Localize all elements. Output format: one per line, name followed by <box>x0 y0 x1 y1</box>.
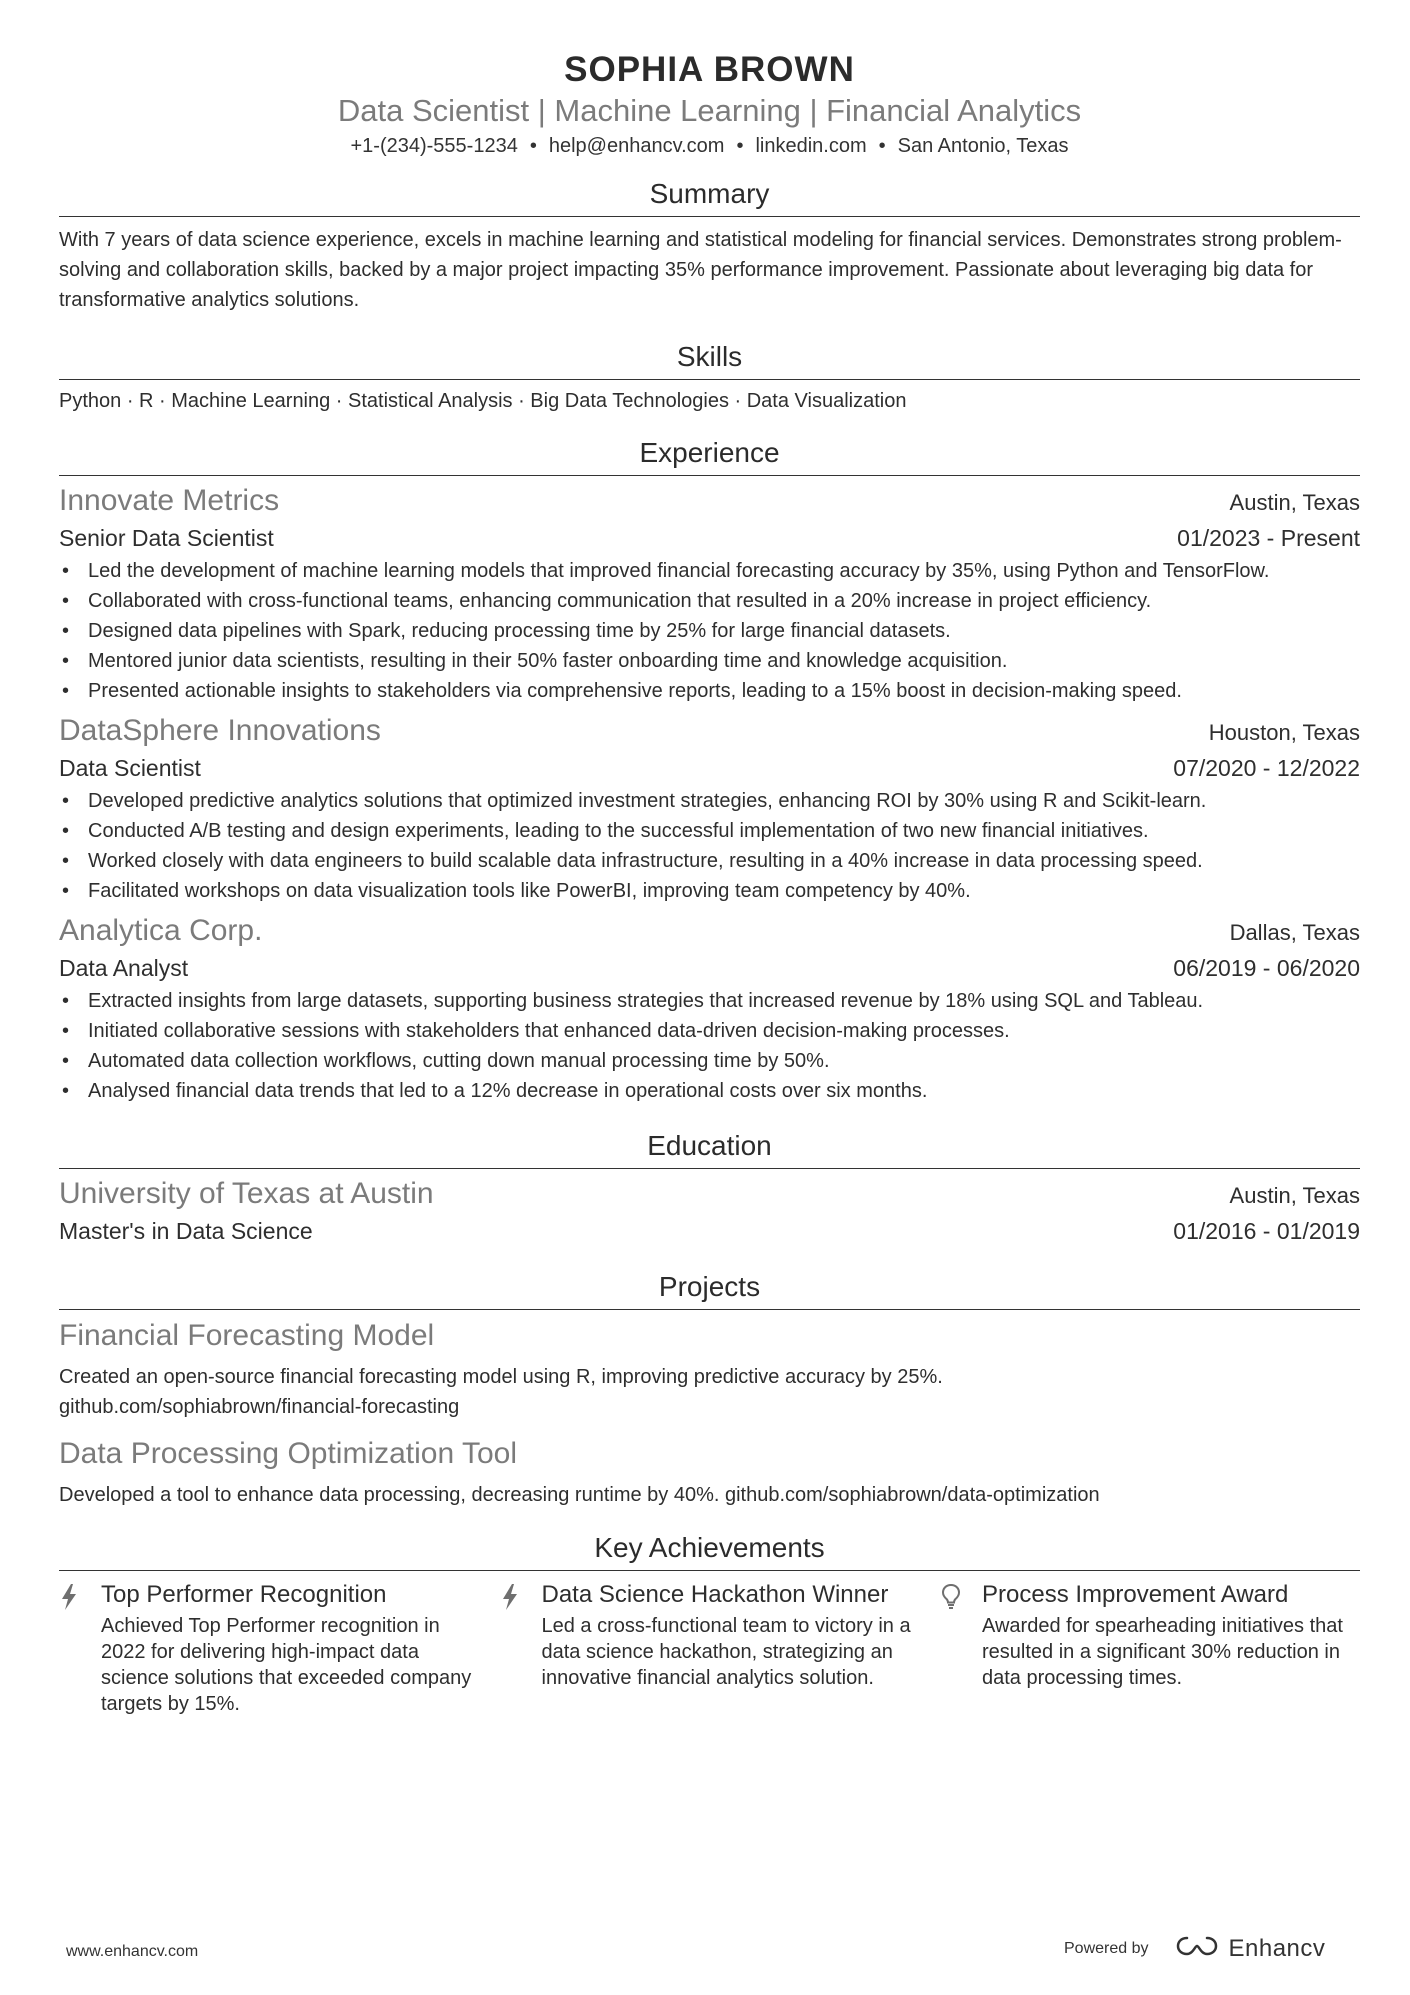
separator-dot: • <box>736 135 744 157</box>
achievements-grid <box>59 1579 1360 1717</box>
job-entry <box>59 482 1360 706</box>
achievement-description: Achieved Top Performer recognition in 2022 for delivering high-impact data science solutions that exceeded company targets by 15%. <box>101 1615 472 1715</box>
candidate-title: Data Scientist | Machine Learning | Financial Analytics <box>337 93 1082 128</box>
list-item: • Analysed financial data trends that led to a 12% decrease in operational costs over six months. <box>59 1076 1360 1106</box>
job-bullets <box>59 786 1360 906</box>
list-item: • Worked closely with data engineers to build scalable data infrastructure, resulting in a 40% increase in data processing speed. <box>59 846 1360 876</box>
company-name: Innovate Metrics <box>59 484 280 517</box>
skills-heading: Skills <box>59 339 1360 380</box>
achievement-item <box>940 1579 1360 1717</box>
education-entry <box>59 1175 1360 1249</box>
project-title: Financial Forecasting Model <box>59 1319 435 1352</box>
list-item: • Collaborated with cross-functional teams, enhancing communication that resulted in a 20% increase in project efficiency. <box>59 586 1360 616</box>
achievement-title: Data Science Hackathon Winner <box>541 1581 889 1608</box>
phone[interactable]: +1-(234)-555-1234 <box>350 135 518 157</box>
project-entry <box>59 1316 1360 1422</box>
list-item: • Led the development of machine learning models that improved financial forecasting accuracy by 35%, using Python and TensorFlow. <box>59 556 1360 586</box>
brand-name: Enhancv <box>1228 1934 1326 1962</box>
separator-dot: • <box>529 135 537 157</box>
list-item: • Designed data pipelines with Spark, reducing processing time by 25% for large financial datasets. <box>59 616 1360 646</box>
job-dates: 07/2020 - 12/2022 <box>1173 755 1360 781</box>
project-description: Developed a tool to enhance data processing, decreasing runtime by 40%. github.com/sophiabrown/data-optimization <box>59 1484 1100 1506</box>
job-role: Data Scientist <box>59 755 201 781</box>
list-item: • Facilitated workshops on data visualization tools like PowerBI, improving team competency by 40%. <box>59 876 1360 906</box>
summary-heading: Summary <box>59 176 1360 217</box>
location: San Antonio, Texas <box>897 135 1069 157</box>
resume-content <box>59 48 1360 1717</box>
job-dates: 06/2019 - 06/2020 <box>1173 955 1360 981</box>
footer-website[interactable]: www.enhancv.com <box>66 1943 199 1960</box>
lightbulb-icon <box>940 1579 982 1717</box>
email[interactable]: help@enhancv.com <box>548 135 725 157</box>
education-dates: 01/2016 - 01/2019 <box>1173 1218 1360 1244</box>
project-title: Data Processing Optimization Tool <box>59 1437 517 1470</box>
list-item: • Conducted A/B testing and design experiments, leading to the successful implementation of two new financial initiatives. <box>59 816 1360 846</box>
achievement-item <box>500 1579 920 1717</box>
job-role: Senior Data Scientist <box>59 525 274 551</box>
degree: Master's in Data Science <box>59 1218 313 1244</box>
summary-text: With 7 years of data science experience, excels in machine learning and statistical modeling for financial services. Demonstrates strong problem-solving and collaboration skills, backed by a major project impacting 35% performance improvement. Passionate about leveraging big data for transformative analytics solutions. <box>59 229 1342 311</box>
footer-branding <box>1064 1934 1325 1963</box>
job-location: Austin, Texas <box>1229 490 1360 515</box>
lightning-icon <box>59 1579 101 1717</box>
school-location: Austin, Texas <box>1229 1183 1360 1208</box>
company-name: Analytica Corp. <box>59 914 263 947</box>
achievements-heading: Key Achievements <box>59 1530 1360 1571</box>
achievement-description: Led a cross-functional team to victory in a data science hackathon, strategizing an innovative financial analytics solution. <box>541 1615 911 1689</box>
project-description: Created an open-source financial forecasting model using R, improving predictive accuracy by 25%. github.com/sophiabrown/financial-forecasting <box>59 1366 943 1418</box>
job-location: Dallas, Texas <box>1229 920 1360 945</box>
list-item: • Mentored junior data scientists, resulting in their 50% faster onboarding time and knowledge acquisition. <box>59 646 1360 676</box>
separator-dot: • <box>878 135 886 157</box>
skills-list: Python · R · Machine Learning · Statistical Analysis · Big Data Technologies · Data Visualization <box>59 390 907 412</box>
candidate-name: SOPHIA BROWN <box>564 50 855 89</box>
contact-line <box>59 132 1360 160</box>
powered-by-label: Powered by <box>1064 1939 1149 1957</box>
lightning-icon <box>500 1579 542 1717</box>
achievement-item <box>59 1579 479 1717</box>
job-dates: 01/2023 - Present <box>1177 525 1360 551</box>
experience-heading: Experience <box>59 435 1360 476</box>
list-item: • Automated data collection workflows, cutting down manual processing time by 50%. <box>59 1046 1360 1076</box>
projects-heading: Projects <box>59 1269 1360 1310</box>
project-entry <box>59 1434 1360 1510</box>
job-bullets <box>59 986 1360 1106</box>
job-entry <box>59 912 1360 1106</box>
job-role: Data Analyst <box>59 955 189 981</box>
education-heading: Education <box>59 1128 1360 1169</box>
school-name: University of Texas at Austin <box>59 1177 434 1210</box>
job-location: Houston, Texas <box>1208 720 1360 745</box>
achievement-title: Process Improvement Award <box>982 1581 1289 1608</box>
brand-logo[interactable] <box>1175 1934 1326 1963</box>
list-item: • Initiated collaborative sessions with stakeholders that enhanced data-driven decision-making processes. <box>59 1016 1360 1046</box>
company-name: DataSphere Innovations <box>59 714 381 747</box>
job-bullets <box>59 556 1360 706</box>
list-item: • Developed predictive analytics solutions that optimized investment strategies, enhancing ROI by 30% using R and Scikit-learn. <box>59 786 1360 816</box>
list-item: • Extracted insights from large datasets, supporting business strategies that increased revenue by 18% using SQL and Tableau. <box>59 986 1360 1016</box>
infinity-logo-icon <box>1175 1934 1219 1963</box>
list-item: • Presented actionable insights to stakeholders via comprehensive reports, leading to a 15% boost in decision-making speed. <box>59 676 1360 706</box>
linkedin-link[interactable]: linkedin.com <box>755 135 867 157</box>
job-entry <box>59 712 1360 906</box>
achievement-description: Awarded for spearheading initiatives that resulted in a significant 30% reduction in data processing times. <box>982 1615 1343 1689</box>
achievement-title: Top Performer Recognition <box>101 1581 387 1608</box>
